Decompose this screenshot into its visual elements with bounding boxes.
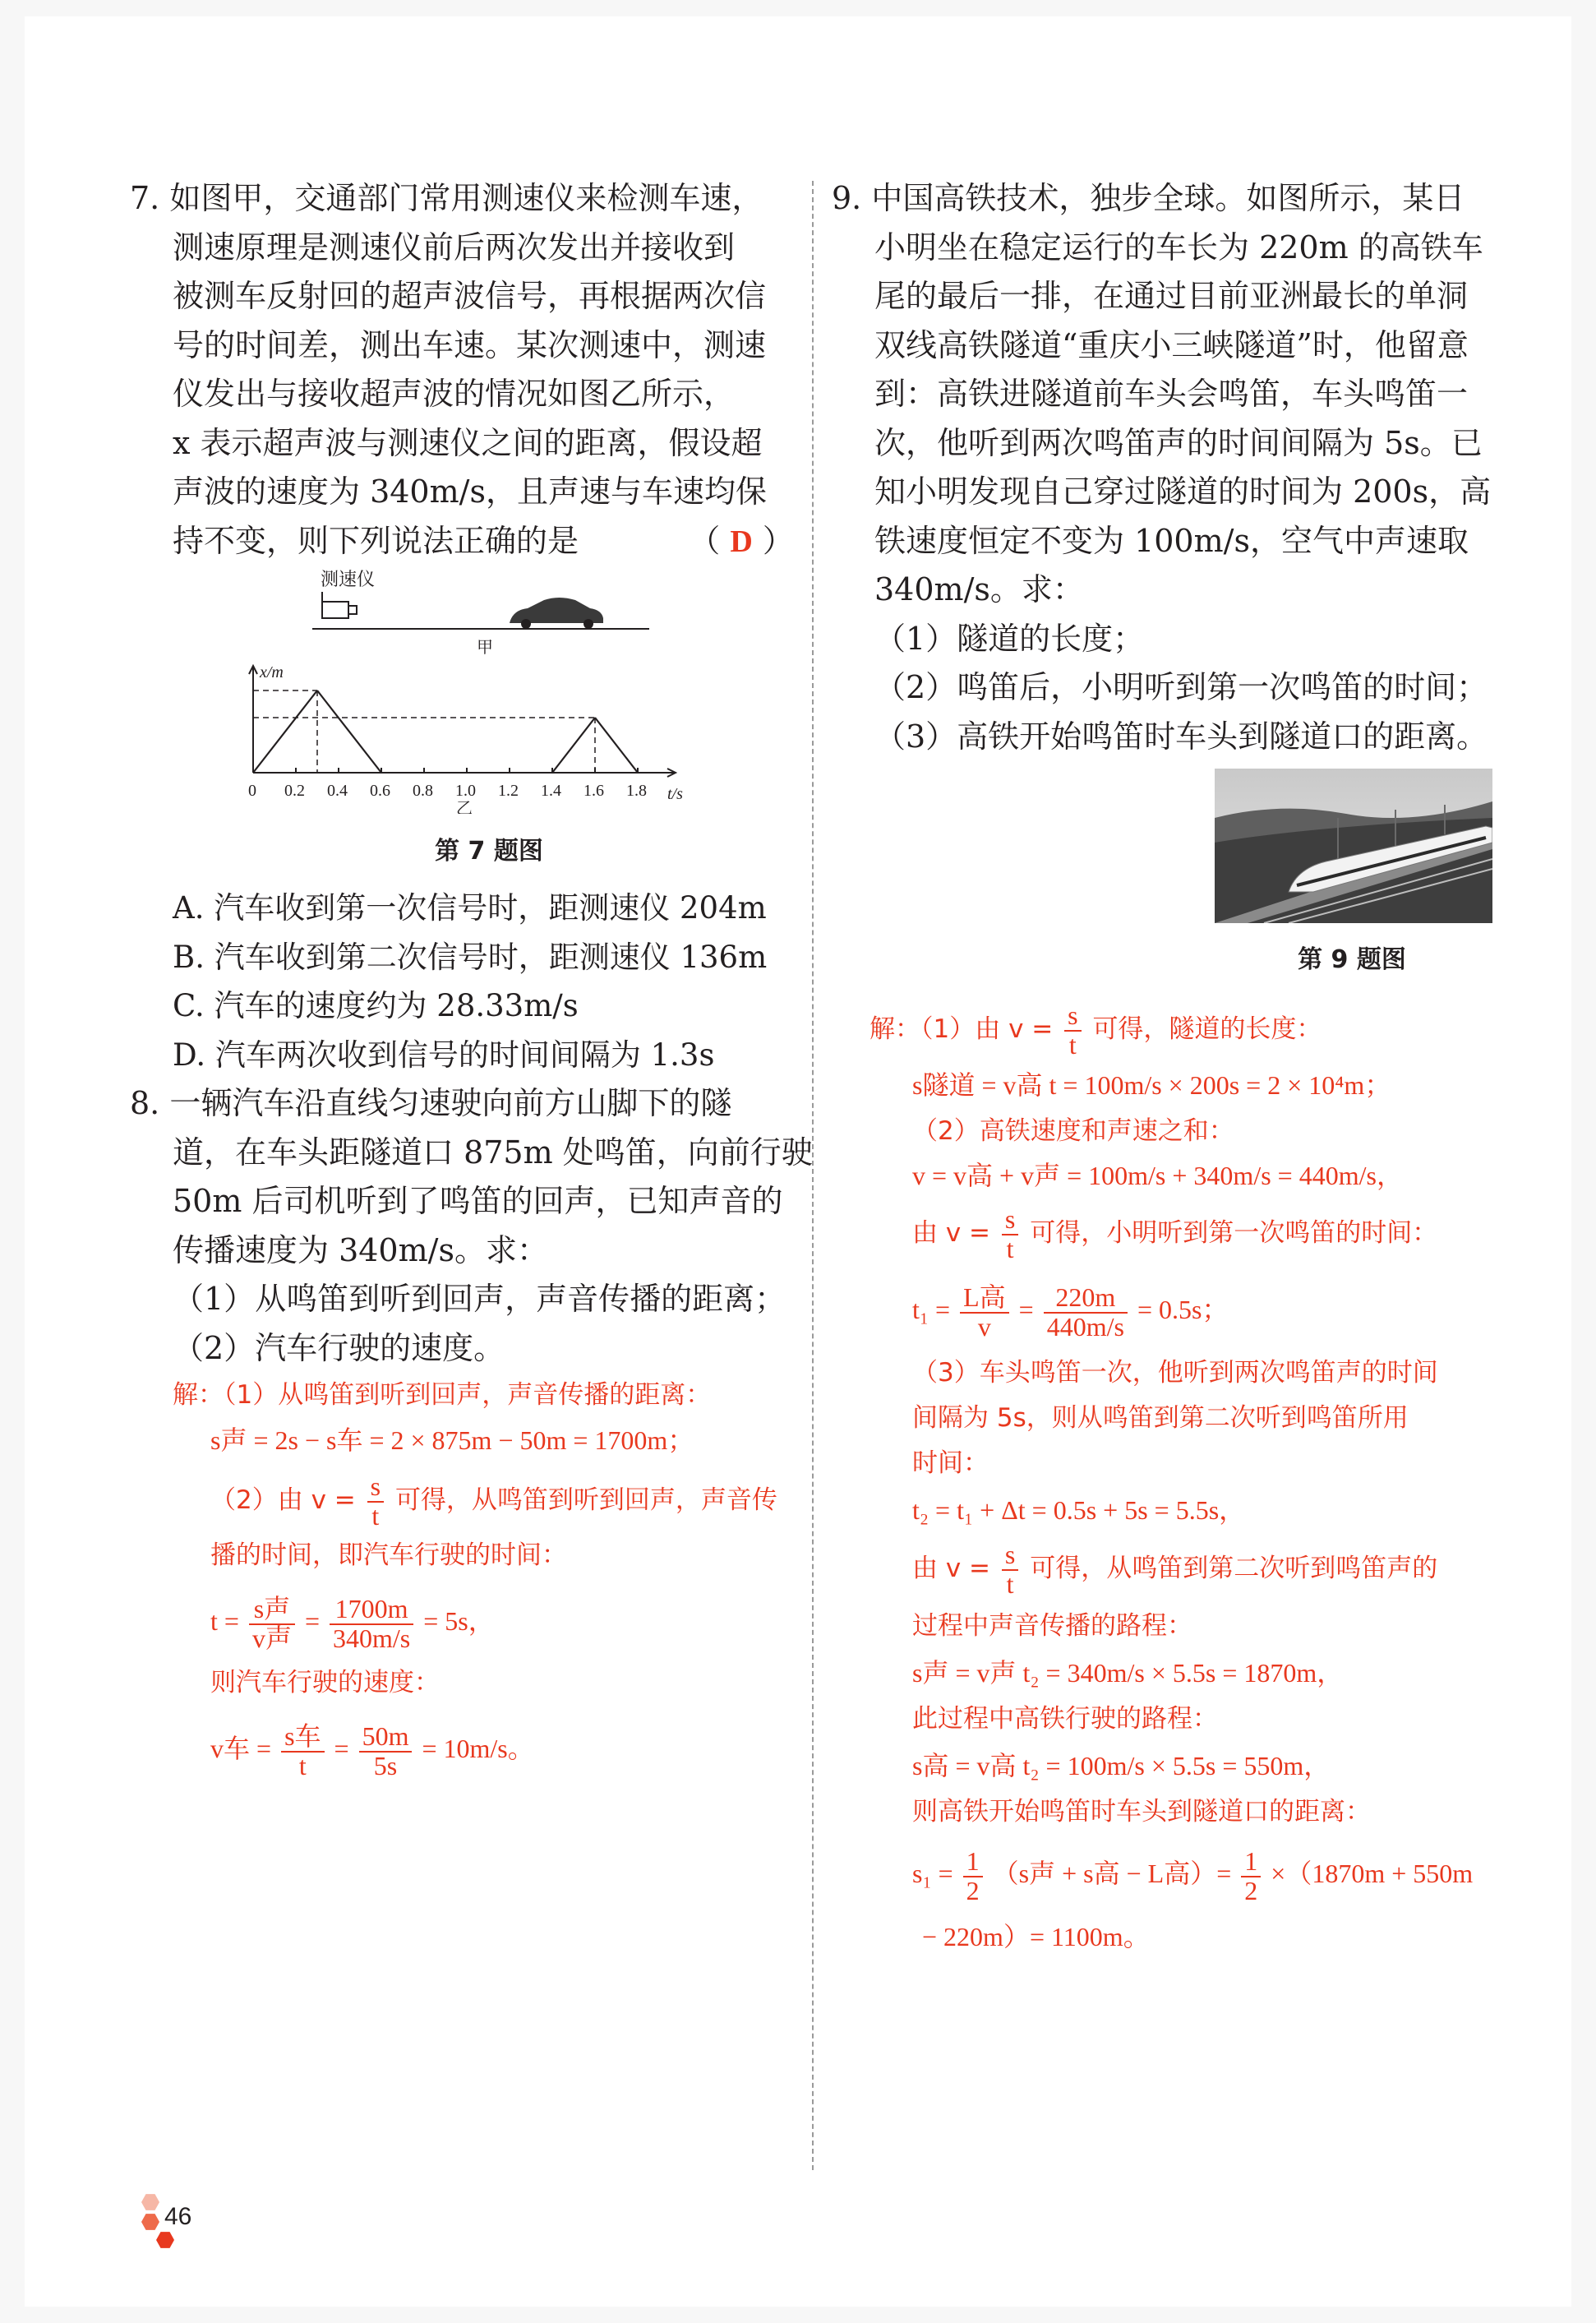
frac-den: v	[977, 1311, 991, 1342]
q7-line: x 表示超声波与测速仪之间的距离，假设超	[173, 424, 763, 461]
frac-num: s	[1002, 1541, 1018, 1571]
fraction	[1044, 1284, 1128, 1341]
q9-line: 到：高铁进隧道前车头会鸣笛，车头鸣笛一	[874, 376, 1469, 412]
q8-line: 50m 后司机听到了鸣笛的回声，已知声音的	[173, 1183, 783, 1219]
frac-den: v声	[251, 1623, 292, 1653]
q9-line: 小明坐在稳定运行的车长为 220m 的高铁车	[874, 229, 1483, 266]
q9-line: 尾的最后一排，在通过目前亚洲最长的单洞	[874, 278, 1469, 314]
figure-7a	[312, 567, 657, 658]
q9-sol-line	[869, 1534, 1527, 1604]
q7-options	[173, 884, 797, 1079]
q8-sol-line	[173, 1710, 797, 1788]
q7-line: 声波的速度为 340m/s，且声速与车速均保	[173, 473, 767, 510]
q9-sol-line: s高 = v高 t₂ = 100m/s × 5.5s = 550m，	[912, 1751, 1331, 1780]
q9-sol-line: s隧道 = v高 t = 100m/s × 200s = 2 × 10⁴m；	[912, 1070, 1391, 1100]
signal-segment	[253, 690, 317, 773]
speed-meter-icon	[322, 592, 357, 618]
x-tick-label: 0.4	[327, 782, 348, 800]
answer-paren-close: ）	[762, 522, 794, 559]
car-icon	[510, 598, 603, 629]
frac-den: t	[1006, 1233, 1014, 1263]
x-tick-label: 1.2	[498, 782, 519, 800]
train-photo	[1215, 769, 1492, 923]
speed-meter-label: 测速仪	[321, 570, 376, 590]
frac-den: t	[298, 1750, 307, 1780]
x-tick-label: 1.4	[541, 782, 561, 800]
q9-solution	[869, 999, 1527, 1960]
option-b: B. 汽车收到第二次信号时，距测速仪 136m	[173, 939, 768, 975]
fraction	[963, 1848, 983, 1905]
question-7	[130, 174, 796, 566]
q9-sol-line	[869, 1198, 1527, 1268]
q7-line: 被测车反射回的超声波信号，再根据两次信	[173, 278, 767, 314]
frac-den: t	[1006, 1568, 1014, 1599]
sol-text: = 10m/s。	[422, 1734, 534, 1763]
signal-segment	[552, 718, 595, 773]
fraction	[1002, 1541, 1018, 1598]
sol-text: t =	[210, 1606, 239, 1636]
frac-num: 220m	[1044, 1284, 1128, 1314]
q9-sol-line: t₂ = t₁ + Δt = 0.5s + 5s = 5.5s，	[912, 1495, 1246, 1525]
q8-sol-line	[173, 1467, 797, 1533]
page-number: 46	[164, 2203, 192, 2230]
option-a: A. 汽车收到第一次信号时，距测速仪 204m	[173, 890, 767, 926]
q9-sol-line: 间隔为 5s，则从鸣笛到第二次听到鸣笛所用	[912, 1403, 1409, 1433]
question-8	[130, 1079, 813, 1373]
frac-den: 2	[1244, 1875, 1258, 1905]
x-tick-label: 1.0	[455, 782, 476, 800]
sol-text: 可得，从鸣笛到听到回声，声音传	[394, 1485, 777, 1515]
q9-line: 9. 中国高铁技术，独步全球。如图所示，某日	[832, 180, 1465, 216]
fraction	[1241, 1848, 1261, 1905]
x-tick-label: 0.6	[370, 782, 390, 800]
frac-num: 1	[963, 1848, 983, 1877]
fraction	[330, 1596, 413, 1652]
q9-line: 知小明发现自己穿过隧道的时间为 200s，高	[874, 473, 1492, 510]
sol-text: ×（1870m + 550m	[1271, 1859, 1474, 1888]
q9-sol-line	[869, 1268, 1527, 1351]
sol-text: 可得，从鸣笛到第二次听到鸣笛声的	[1030, 1554, 1438, 1583]
frac-num: 1700m	[330, 1596, 413, 1625]
q8-sol-line: s声 = 2s − s车 = 2 × 875m − 50m = 1700m；	[210, 1425, 694, 1455]
q7-line: 仪发出与接收超声波的情况如图乙所示，	[173, 376, 736, 412]
q9-sol-line: − 220m）= 1100m。	[922, 1922, 1150, 1951]
y-axis-label: x/m	[260, 663, 284, 681]
figure-7b-chart	[238, 658, 731, 814]
sol-text: v车 =	[210, 1734, 272, 1763]
x-axis-label: t/s	[667, 785, 683, 803]
column-divider	[812, 181, 814, 2170]
q9-line: （1）隧道的长度；	[874, 620, 1145, 657]
frac-den: 2	[966, 1875, 980, 1905]
fraction	[281, 1723, 324, 1780]
signal-segment	[317, 690, 381, 773]
sol-text: = 5s，	[423, 1606, 495, 1636]
sol-text: 可得，隧道的长度：	[1092, 1014, 1322, 1044]
origin-label: 0	[248, 782, 256, 800]
frac-den: 340m/s	[333, 1623, 411, 1653]
sol-text: s₁ =	[912, 1859, 953, 1888]
q9-line: 340m/s。求：	[874, 571, 1084, 607]
frac-den: t	[1068, 1029, 1077, 1060]
x-tick-label: 0.2	[284, 782, 305, 800]
q9-sol-line: 则高铁开始鸣笛时车头到隧道口的距离：	[912, 1797, 1371, 1827]
q9-line: 双线高铁隧道“重庆小三峡隧道”时，他留意	[874, 326, 1469, 363]
sol-text: =	[334, 1734, 349, 1763]
fraction	[359, 1723, 413, 1780]
fraction	[1064, 1002, 1081, 1059]
frac-num: L高	[960, 1284, 1009, 1314]
q7-line: 7. 如图甲，交通部门常用测速仪来检测车速，	[130, 180, 763, 216]
q7-answer: D	[730, 524, 753, 559]
figure-7b-label: 乙	[456, 798, 473, 814]
frac-num: 50m	[359, 1723, 413, 1753]
q8-line: 传播速度为 340m/s。求：	[173, 1231, 548, 1268]
q8-line: 道，在车头距隧道口 875m 处鸣笛，向前行驶	[173, 1134, 813, 1171]
q8-sol-line	[173, 1582, 797, 1660]
fraction	[249, 1596, 295, 1652]
q8-line: （2）汽车行驶的速度。	[173, 1329, 505, 1366]
q7-line: 测速原理是测速仪前后两次发出并接收到	[173, 229, 736, 266]
sol-text: =	[304, 1606, 320, 1636]
q9-sol-line	[869, 999, 1527, 1060]
q9-sol-line: s声 = v声 t₂ = 340m/s × 5.5s = 1870m，	[912, 1658, 1344, 1688]
sol-text: = 0.5s；	[1137, 1295, 1229, 1324]
q7-line: 号的时间差，测出车速。某次测速中，测速	[173, 326, 767, 363]
sol-text: 可得，小明听到第一次鸣笛的时间：	[1030, 1218, 1438, 1248]
x-tick-label: 1.6	[584, 782, 604, 800]
q9-sol-line: 时间：	[912, 1448, 989, 1478]
q9-line: （2）鸣笛后，小明听到第一次鸣笛的时间；	[874, 669, 1488, 705]
answer-paren-open: （	[689, 522, 721, 559]
signal-segment	[595, 718, 638, 773]
sol-text: t₁ =	[912, 1295, 951, 1324]
q9-sol-line: （2）高铁速度和声速之和：	[912, 1116, 1234, 1146]
q8-sol-line: 解：（1）从鸣笛到听到回声，声音传播的距离：	[173, 1380, 712, 1410]
q7-stem-end	[130, 517, 796, 567]
frac-num: s	[1064, 1002, 1081, 1032]
question-9	[832, 174, 1514, 761]
sol-text: （2）由 v =	[210, 1485, 356, 1515]
q8-line: （1）从鸣笛到听到回声，声音传播的距离；	[173, 1281, 786, 1317]
fraction	[367, 1473, 384, 1530]
figure-7-caption: 第 7 题图	[435, 837, 543, 866]
sol-text: 由 v =	[912, 1218, 991, 1248]
figure-9-caption: 第 9 题图	[1298, 945, 1406, 974]
fraction	[1002, 1203, 1018, 1263]
fraction	[960, 1284, 1009, 1341]
frac-num: 1	[1241, 1848, 1261, 1877]
q9-sol-line: 此过程中高铁行驶的路程：	[912, 1704, 1218, 1734]
q8-sol-line: 播的时间，即汽车行驶的时间：	[210, 1540, 567, 1570]
frac-num: s	[1002, 1206, 1018, 1235]
q9-sol-line: 过程中声音传播的路程：	[912, 1611, 1192, 1641]
figure-7a-label: 甲	[477, 637, 493, 657]
q9-sol-line: （3）车头鸣笛一次，他听到两次鸣笛声的时间	[912, 1358, 1438, 1388]
frac-den: 5s	[373, 1750, 398, 1780]
x-tick-label: 0.8	[413, 782, 433, 800]
q9-sol-line	[869, 1835, 1527, 1913]
q9-sol-line: v = v高 + v声 = 100m/s + 340m/s = 440m/s，	[912, 1161, 1403, 1190]
q9-line: 次，他听到两次鸣笛声的时间间隔为 5s。已	[874, 424, 1483, 461]
x-tick-label: 1.8	[626, 782, 647, 800]
q9-line: 铁速度恒定不变为 100m/s，空气中声速取	[874, 522, 1469, 559]
option-d: D. 汽车两次收到信号的时间间隔为 1.3s	[173, 1037, 715, 1073]
q8-sol-line: 则汽车行驶的速度：	[210, 1668, 440, 1697]
q9-line: （3）高铁开始鸣笛时车头到隧道口的距离。	[874, 718, 1488, 755]
q8-line: 8. 一辆汽车沿直线匀速驶向前方山脚下的隧	[130, 1085, 732, 1121]
option-c: C. 汽车的速度约为 28.33m/s	[173, 988, 579, 1023]
frac-den: t	[371, 1500, 380, 1531]
frac-num: s声	[249, 1596, 295, 1625]
sol-text: 解：（1）由 v =	[869, 1014, 1054, 1044]
frac-num: s车	[281, 1723, 324, 1753]
q8-solution	[173, 1373, 797, 1788]
frac-den: 440m/s	[1046, 1311, 1124, 1342]
sol-text: （s声 + s高 − L高）=	[992, 1859, 1232, 1888]
frac-num: s	[367, 1473, 384, 1503]
sol-text: =	[1018, 1295, 1034, 1324]
sol-text: 由 v =	[912, 1554, 991, 1583]
q7-line: 持不变，则下列说法正确的是	[173, 522, 579, 559]
